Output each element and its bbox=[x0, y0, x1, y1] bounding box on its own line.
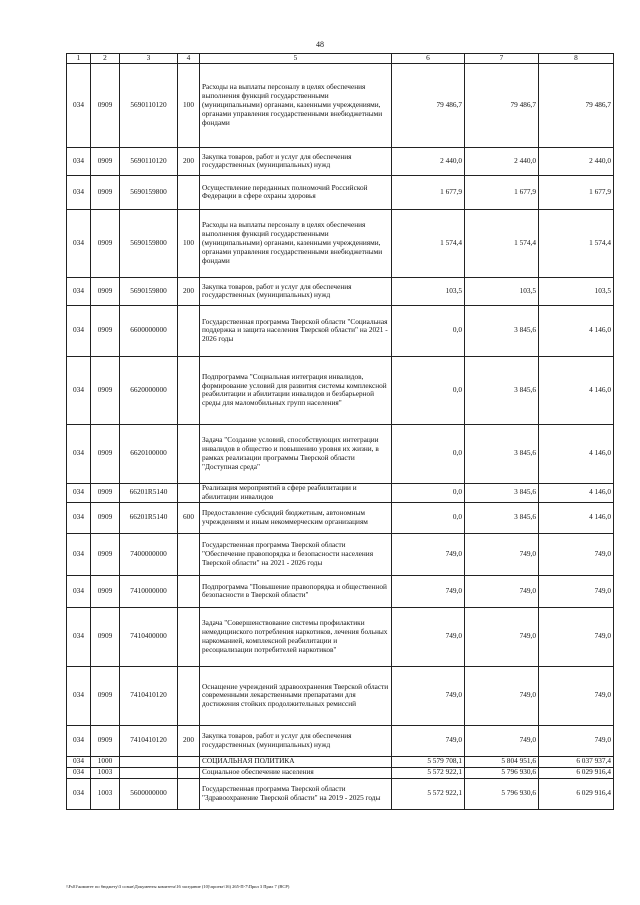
item-name-cell: Социальное обеспечение населения bbox=[200, 767, 392, 778]
table-row bbox=[67, 607, 614, 666]
amount-year3-cell: 103,5 bbox=[539, 277, 614, 305]
header-cell: 7 bbox=[465, 54, 539, 64]
amount-year1-cell: 749,0 bbox=[392, 533, 465, 575]
header-cell: 6 bbox=[392, 54, 465, 64]
amount-year2-cell: 103,5 bbox=[465, 277, 539, 305]
item-name-cell: Закупка товаров, работ и услуг для обеспечения государственных (муниципальных) нужд bbox=[200, 147, 392, 175]
target-code-cell: 6620100000 bbox=[120, 424, 178, 483]
amount-year3-cell: 1 574,4 bbox=[539, 209, 614, 277]
amount-year2-cell: 2 440,0 bbox=[465, 147, 539, 175]
section-code-cell: 0909 bbox=[91, 63, 120, 147]
item-name-cell: Государственная программа Тверской области "Здравоохранение Тверской области" на 2019 - 2025 годы bbox=[200, 778, 392, 809]
amount-year1-cell: 79 486,7 bbox=[392, 63, 465, 147]
target-code-cell: 66201R5140 bbox=[120, 502, 178, 533]
table-row bbox=[67, 778, 614, 809]
section-code-cell: 0909 bbox=[91, 356, 120, 424]
amount-year3-cell: 4 146,0 bbox=[539, 356, 614, 424]
amount-year2-cell: 749,0 bbox=[465, 666, 539, 725]
amount-year2-cell: 5 796 930,6 bbox=[465, 778, 539, 809]
target-code-cell: 7410400000 bbox=[120, 607, 178, 666]
admin-code-cell: 034 bbox=[67, 305, 91, 356]
section-code-cell: 1000 bbox=[91, 756, 120, 767]
section-code-cell: 0909 bbox=[91, 666, 120, 725]
section-code-cell: 0909 bbox=[91, 483, 120, 502]
admin-code-cell: 034 bbox=[67, 277, 91, 305]
table-row bbox=[67, 666, 614, 725]
header-cell: 2 bbox=[91, 54, 120, 64]
target-code-cell: 7410410120 bbox=[120, 666, 178, 725]
amount-year2-cell: 79 486,7 bbox=[465, 63, 539, 147]
table-row bbox=[67, 483, 614, 502]
item-name-cell: Осуществление переданных полномочий Российской Федерации в сфере охраны здоровья bbox=[200, 175, 392, 209]
header-cell: 8 bbox=[539, 54, 614, 64]
amount-year3-cell: 4 146,0 bbox=[539, 424, 614, 483]
amount-year2-cell: 3 845,6 bbox=[465, 356, 539, 424]
admin-code-cell: 034 bbox=[67, 575, 91, 607]
table-row bbox=[67, 725, 614, 756]
header-row bbox=[67, 54, 614, 64]
expense-type-cell bbox=[178, 575, 200, 607]
amount-year2-cell: 749,0 bbox=[465, 607, 539, 666]
amount-year1-cell: 0,0 bbox=[392, 305, 465, 356]
budget-table bbox=[66, 53, 614, 810]
admin-code-cell: 034 bbox=[67, 725, 91, 756]
admin-code-cell: 034 bbox=[67, 767, 91, 778]
amount-year1-cell: 749,0 bbox=[392, 725, 465, 756]
table-row bbox=[67, 147, 614, 175]
target-code-cell: 5690159800 bbox=[120, 209, 178, 277]
section-code-cell: 1003 bbox=[91, 778, 120, 809]
target-code-cell bbox=[120, 767, 178, 778]
amount-year1-cell: 2 440,0 bbox=[392, 147, 465, 175]
target-code-cell: 7400000000 bbox=[120, 533, 178, 575]
expense-type-cell: 200 bbox=[178, 277, 200, 305]
amount-year3-cell: 749,0 bbox=[539, 666, 614, 725]
expense-type-cell bbox=[178, 666, 200, 725]
amount-year2-cell: 749,0 bbox=[465, 533, 539, 575]
table-row bbox=[67, 502, 614, 533]
amount-year1-cell: 1 574,4 bbox=[392, 209, 465, 277]
expense-type-cell: 100 bbox=[178, 209, 200, 277]
table-row bbox=[67, 533, 614, 575]
table-row bbox=[67, 767, 614, 778]
target-code-cell: 5690159800 bbox=[120, 175, 178, 209]
admin-code-cell: 034 bbox=[67, 607, 91, 666]
amount-year1-cell: 0,0 bbox=[392, 424, 465, 483]
section-code-cell: 0909 bbox=[91, 175, 120, 209]
admin-code-cell: 034 bbox=[67, 147, 91, 175]
amount-year1-cell: 0,0 bbox=[392, 483, 465, 502]
expense-type-cell bbox=[178, 356, 200, 424]
target-code-cell: 6620000000 bbox=[120, 356, 178, 424]
amount-year2-cell: 1 677,9 bbox=[465, 175, 539, 209]
item-name-cell: СОЦИАЛЬНАЯ ПОЛИТИКА bbox=[200, 756, 392, 767]
amount-year3-cell: 79 486,7 bbox=[539, 63, 614, 147]
target-code-cell: 7410000000 bbox=[120, 575, 178, 607]
target-code-cell: 5690110120 bbox=[120, 63, 178, 147]
expense-type-cell bbox=[178, 533, 200, 575]
section-code-cell: 0909 bbox=[91, 533, 120, 575]
item-name-cell: Задача "Совершенствование системы профилактики немедицинского потребления наркотиков, лечения больных наркоманией, комплексной реабилитации и ресоциализации потребителей наркотиков" bbox=[200, 607, 392, 666]
section-code-cell: 0909 bbox=[91, 424, 120, 483]
amount-year3-cell: 749,0 bbox=[539, 575, 614, 607]
item-name-cell: Подпрограмма "Повышение правопорядка и общественной безопасности в Тверской области" bbox=[200, 575, 392, 607]
amount-year2-cell: 749,0 bbox=[465, 725, 539, 756]
amount-year1-cell: 749,0 bbox=[392, 607, 465, 666]
footer-path: \\Fs01\комитет по бюджету\3 созыв\Документы комитета\16 заседание (10)\проект\16) 265-П-7\Прил 3 Прил 7 (ВСР) bbox=[66, 884, 290, 889]
item-name-cell: Предоставление субсидий бюджетным, автономным учреждениям и иным некоммерческим организациям bbox=[200, 502, 392, 533]
amount-year3-cell: 6 037 937,4 bbox=[539, 756, 614, 767]
item-name-cell: Закупка товаров, работ и услуг для обеспечения государственных (муниципальных) нужд bbox=[200, 277, 392, 305]
admin-code-cell: 034 bbox=[67, 175, 91, 209]
amount-year2-cell: 3 845,6 bbox=[465, 483, 539, 502]
item-name-cell: Реализация мероприятий в сфере реабилитации и абилитации инвалидов bbox=[200, 483, 392, 502]
table-row bbox=[67, 209, 614, 277]
amount-year1-cell: 103,5 bbox=[392, 277, 465, 305]
amount-year1-cell: 5 572 922,1 bbox=[392, 778, 465, 809]
item-name-cell: Закупка товаров, работ и услуг для обеспечения государственных (муниципальных) нужд bbox=[200, 725, 392, 756]
expense-type-cell: 200 bbox=[178, 725, 200, 756]
item-name-cell: Расходы на выплаты персоналу в целях обеспечения выполнения функций государственными (муниципальными) органами, казенными учреждениями, органами управления государственными внебюджетными фондами bbox=[200, 63, 392, 147]
amount-year1-cell: 749,0 bbox=[392, 666, 465, 725]
target-code-cell: 6600000000 bbox=[120, 305, 178, 356]
table-row bbox=[67, 424, 614, 483]
item-name-cell: Задача "Создание условий, способствующих интеграции инвалидов в общество и повышению уровня их жизни, в рамках реализации программы Тверской области "Доступная среда" bbox=[200, 424, 392, 483]
expense-type-cell: 100 bbox=[178, 63, 200, 147]
target-code-cell: 7410410120 bbox=[120, 725, 178, 756]
item-name-cell: Подпрограмма "Социальная интеграция инвалидов, формирование условий для развития системы комплексной реабилитации и абилитации инвалидов и безбарьерной среды для маломобильных групп населения" bbox=[200, 356, 392, 424]
amount-year2-cell: 5 804 951,6 bbox=[465, 756, 539, 767]
admin-code-cell: 034 bbox=[67, 666, 91, 725]
amount-year1-cell: 0,0 bbox=[392, 356, 465, 424]
table-row bbox=[67, 756, 614, 767]
section-code-cell: 0909 bbox=[91, 575, 120, 607]
table-row bbox=[67, 277, 614, 305]
admin-code-cell: 034 bbox=[67, 209, 91, 277]
admin-code-cell: 034 bbox=[67, 756, 91, 767]
target-code-cell: 5690110120 bbox=[120, 147, 178, 175]
expense-type-cell bbox=[178, 778, 200, 809]
admin-code-cell: 034 bbox=[67, 533, 91, 575]
expense-type-cell bbox=[178, 483, 200, 502]
expense-type-cell bbox=[178, 424, 200, 483]
section-code-cell: 0909 bbox=[91, 277, 120, 305]
amount-year1-cell: 0,0 bbox=[392, 502, 465, 533]
amount-year3-cell: 4 146,0 bbox=[539, 483, 614, 502]
amount-year2-cell: 749,0 bbox=[465, 575, 539, 607]
header-cell: 5 bbox=[200, 54, 392, 64]
page-number: 48 bbox=[316, 40, 324, 49]
amount-year3-cell: 749,0 bbox=[539, 533, 614, 575]
header-cell: 4 bbox=[178, 54, 200, 64]
table-row bbox=[67, 175, 614, 209]
amount-year2-cell: 3 845,6 bbox=[465, 305, 539, 356]
amount-year3-cell: 4 146,0 bbox=[539, 502, 614, 533]
admin-code-cell: 034 bbox=[67, 63, 91, 147]
section-code-cell: 0909 bbox=[91, 502, 120, 533]
item-name-cell: Государственная программа Тверской области "Обеспечение правопорядка и безопасности населения Тверской области" на 2021 - 2026 годы bbox=[200, 533, 392, 575]
admin-code-cell: 034 bbox=[67, 356, 91, 424]
expense-type-cell: 200 bbox=[178, 147, 200, 175]
section-code-cell: 0909 bbox=[91, 209, 120, 277]
amount-year2-cell: 5 796 930,6 bbox=[465, 767, 539, 778]
expense-type-cell bbox=[178, 767, 200, 778]
expense-type-cell: 600 bbox=[178, 502, 200, 533]
target-code-cell bbox=[120, 756, 178, 767]
target-code-cell: 5600000000 bbox=[120, 778, 178, 809]
amount-year1-cell: 5 572 922,1 bbox=[392, 767, 465, 778]
admin-code-cell: 034 bbox=[67, 502, 91, 533]
amount-year2-cell: 3 845,6 bbox=[465, 424, 539, 483]
table-row bbox=[67, 305, 614, 356]
table-row bbox=[67, 63, 614, 147]
amount-year3-cell: 749,0 bbox=[539, 607, 614, 666]
amount-year3-cell: 749,0 bbox=[539, 725, 614, 756]
target-code-cell: 66201R5140 bbox=[120, 483, 178, 502]
item-name-cell: Государственная программа Тверской области "Социальная поддержка и защита населения Тверской области" на 2021 - 2026 годы bbox=[200, 305, 392, 356]
amount-year3-cell: 6 029 916,4 bbox=[539, 778, 614, 809]
amount-year3-cell: 4 146,0 bbox=[539, 305, 614, 356]
section-code-cell: 1003 bbox=[91, 767, 120, 778]
amount-year2-cell: 1 574,4 bbox=[465, 209, 539, 277]
table-row bbox=[67, 575, 614, 607]
admin-code-cell: 034 bbox=[67, 424, 91, 483]
table-row bbox=[67, 356, 614, 424]
expense-type-cell bbox=[178, 607, 200, 666]
admin-code-cell: 034 bbox=[67, 483, 91, 502]
amount-year3-cell: 6 029 916,4 bbox=[539, 767, 614, 778]
expense-type-cell bbox=[178, 756, 200, 767]
amount-year1-cell: 5 579 708,1 bbox=[392, 756, 465, 767]
amount-year3-cell: 2 440,0 bbox=[539, 147, 614, 175]
header-cell: 3 bbox=[120, 54, 178, 64]
section-code-cell: 0909 bbox=[91, 725, 120, 756]
amount-year1-cell: 749,0 bbox=[392, 575, 465, 607]
expense-type-cell bbox=[178, 175, 200, 209]
item-name-cell: Расходы на выплаты персоналу в целях обеспечения выполнения функций государственными (муниципальными) органами, казенными учреждениями, органами управления государственными внебюджетными фондами bbox=[200, 209, 392, 277]
header-cell: 1 bbox=[67, 54, 91, 64]
amount-year3-cell: 1 677,9 bbox=[539, 175, 614, 209]
section-code-cell: 0909 bbox=[91, 147, 120, 175]
amount-year1-cell: 1 677,9 bbox=[392, 175, 465, 209]
amount-year2-cell: 3 845,6 bbox=[465, 502, 539, 533]
section-code-cell: 0909 bbox=[91, 305, 120, 356]
expense-type-cell bbox=[178, 305, 200, 356]
item-name-cell: Оснащение учреждений здравоохранения Тверской области современными лекарственными препаратами для достижения стойких продолжительных ремиссий bbox=[200, 666, 392, 725]
target-code-cell: 5690159800 bbox=[120, 277, 178, 305]
section-code-cell: 0909 bbox=[91, 607, 120, 666]
admin-code-cell: 034 bbox=[67, 778, 91, 809]
